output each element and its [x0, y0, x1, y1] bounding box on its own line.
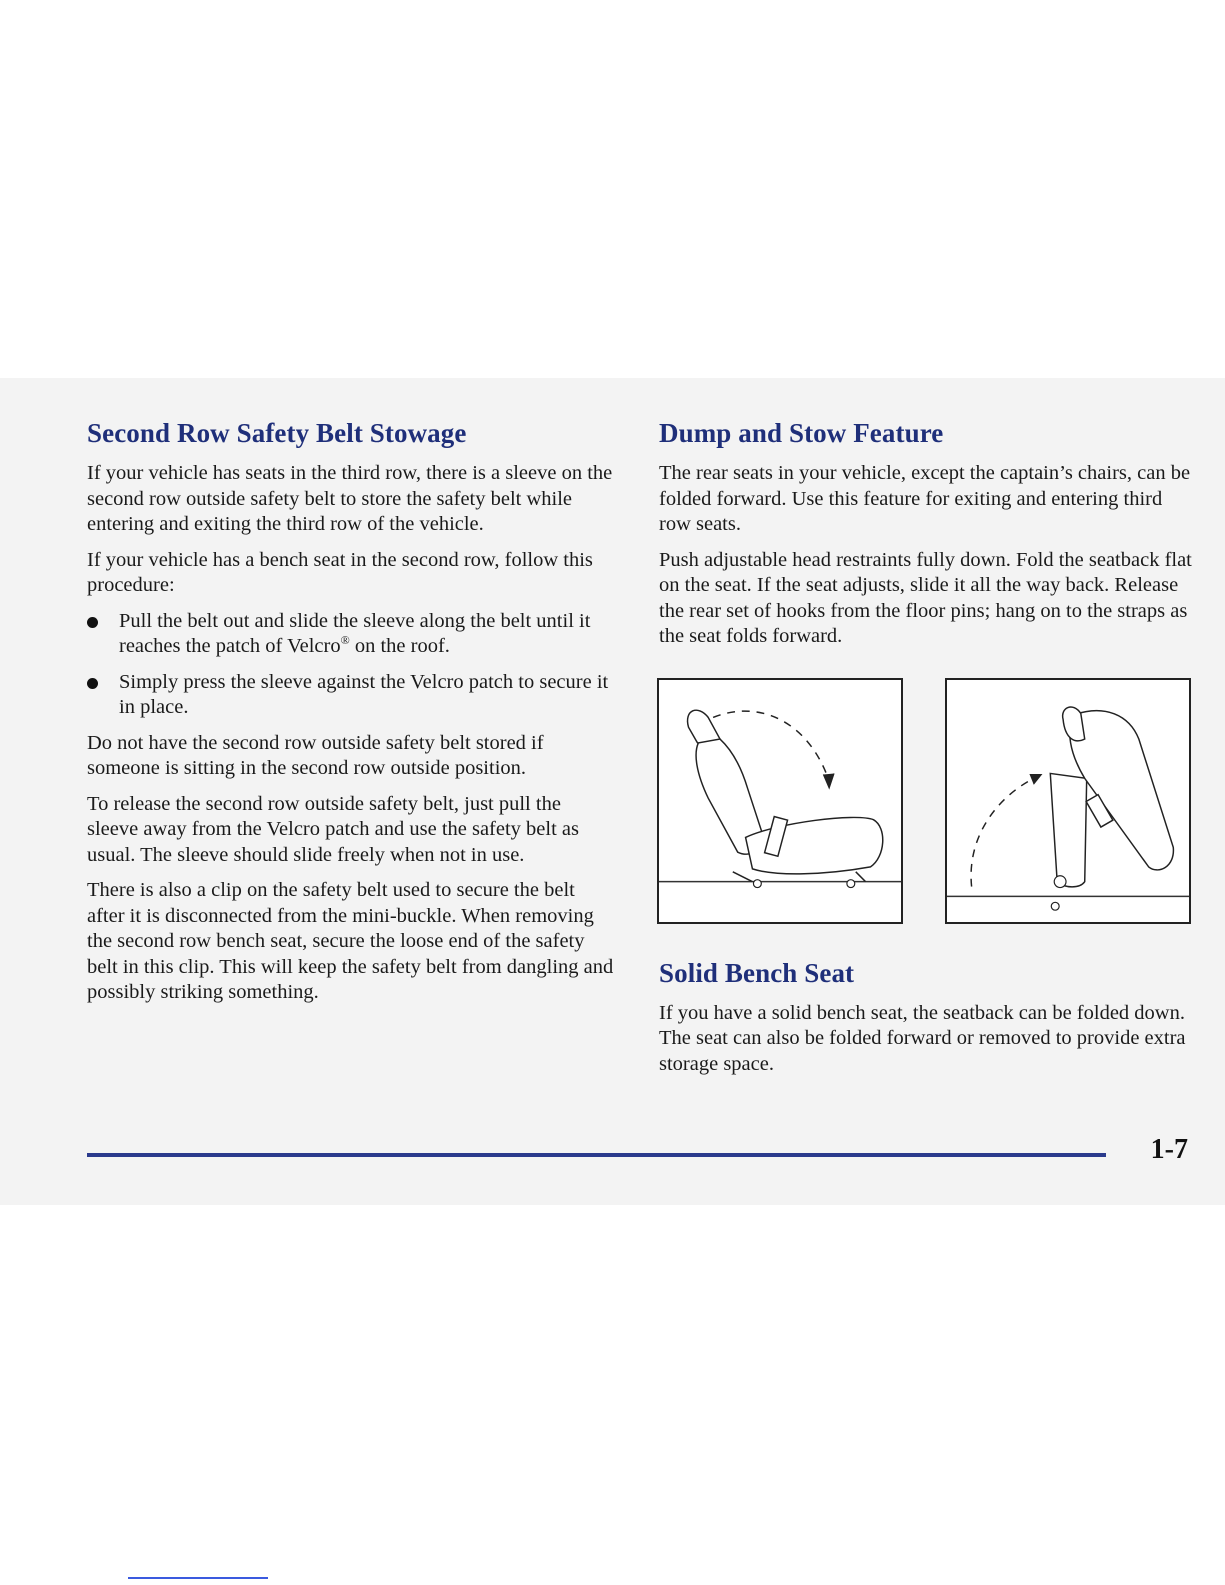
seat-folded-drawing [947, 680, 1189, 922]
paragraph: Do not have the second row outside safety belt stored if someone is sitting in the second row outside position. [87, 731, 544, 779]
section-heading-belt-stowage: Second Row Safety Belt Stowage [87, 418, 467, 448]
section-heading-dump-and-stow: Dump and Stow Feature [659, 418, 944, 448]
paragraph: There is also a clip on the safety belt used to secure the belt after it is disconnected from the mini-buckle. When removing the second row bench seat, secure the loose end of the safety belt in this clip. This will keep the safety belt from dangling and possibly striking something. [87, 879, 614, 1003]
paragraph: To release the second row outside safety belt, just pull the sleeve away from the Velcro patch and use the safety belt as usual. The sleeve should slide freely when not in use. [87, 792, 579, 866]
bullet-icon [87, 678, 98, 689]
list-item-text: on the roof. [349, 635, 450, 657]
link-underline-mark [128, 1577, 268, 1579]
list-item [87, 609, 617, 660]
list-item-text: Simply press the sleeve against the Velcro patch to secure it in place. [119, 670, 609, 718]
paragraph: The rear seats in your vehicle, except the captain’s chairs, can be folded forward. Use this feature for exiting and entering third row seats. [659, 462, 1191, 535]
paragraph: If your vehicle has a bench seat in the second row, follow this procedure: [87, 548, 593, 596]
bullet-icon [87, 617, 98, 628]
right-column [659, 418, 1199, 1087]
list-item [87, 670, 617, 721]
seat-upright-drawing [659, 680, 901, 922]
seat-illustrations [659, 678, 1199, 928]
section-heading-solid-bench-seat: Solid Bench Seat [659, 957, 855, 988]
paragraph: Push adjustable head restraints fully down. Fold the seatback flat on the seat. If the seat adjusts, slide it all the way back. Release the rear set of hooks from the floor pins; hang on to the straps as the seat folds forward. [659, 548, 1192, 647]
seat-folded-illustration [945, 678, 1191, 924]
page-number: 1-7 [1150, 1134, 1188, 1165]
left-column [87, 418, 617, 1016]
paragraph: If you have a solid bench seat, the seatback can be folded down. The seat can also be folded forward or removed to provide extra storage space. [659, 1001, 1186, 1075]
list-item-text: Pull the belt out and slide the sleeve along the belt until it reaches the patch of Velcro [119, 609, 591, 657]
registered-mark: ® [340, 633, 350, 648]
footer-rule [87, 1153, 1106, 1157]
procedure-list [87, 609, 617, 721]
seat-upright-illustration [657, 678, 903, 924]
paragraph: If your vehicle has seats in the third row, there is a sleeve on the second row outside safety belt to store the safety belt while entering and exiting the third row of the vehicle. [87, 462, 613, 535]
